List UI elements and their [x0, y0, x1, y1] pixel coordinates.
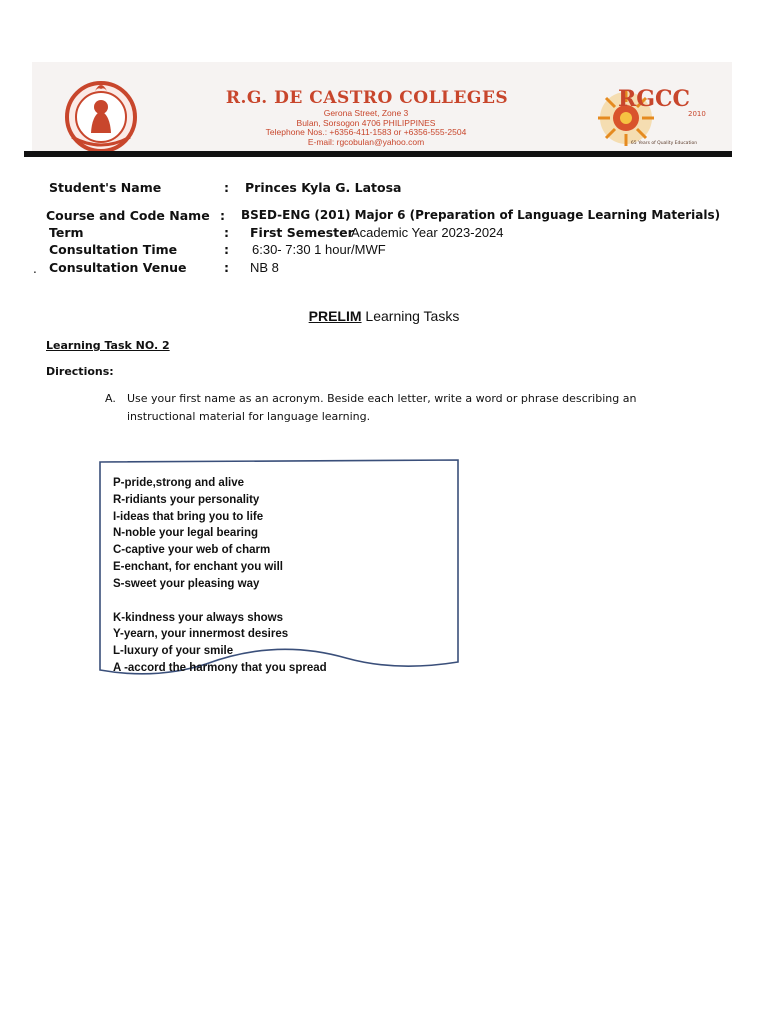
email-address: E-mail: rgcobulan@yahoo.com: [307, 136, 425, 147]
rgcc-anniversary-logo: [592, 80, 710, 148]
heading-bold: PRELIM: [308, 308, 362, 324]
separator: :: [224, 225, 229, 240]
address-line-2: Bulan, Sorsogon 4706 PHILIPPINES: [296, 117, 436, 128]
acrostic-line: Y-yearn, your innermost desires: [113, 628, 289, 641]
course-row: [0, 208, 768, 224]
consultation-venue-label: Consultation Venue: [49, 260, 187, 275]
direction-text: Use your first name as an acronym. Beside each letter, write a word or phrase describing an instructional material for language learning.: [127, 392, 637, 423]
consultation-time-label: Consultation Time: [49, 242, 178, 257]
term-label: Term: [49, 225, 84, 240]
acrostic-line: N-noble your legal bearing: [113, 527, 259, 540]
course-label: Course and Code Name: [46, 208, 210, 223]
college-name: R.G. DE CASTRO COLLEGES: [225, 88, 509, 108]
student-name-row: [0, 180, 768, 196]
student-name-value: Princes Kyla G. Latosa: [245, 180, 402, 195]
term-row: [0, 225, 768, 241]
learning-task-label: Learning Task NO. 2: [46, 339, 170, 352]
consultation-venue-value: NB 8: [250, 260, 279, 275]
telephone-numbers: Telephone Nos.: +6356-411-1583 or +6356-555-2504: [265, 127, 467, 137]
separator: :: [224, 242, 229, 257]
acrostic-line: P-pride,strong and alive: [113, 477, 244, 489]
acrostic-line: A -accord the harmony that you spread: [113, 661, 327, 674]
address-line-1: Gerona Street, Zone 3: [323, 108, 409, 118]
stanza-gap: [113, 593, 327, 610]
directions-label: Directions:: [46, 365, 114, 378]
acrostic-line: R-ridiants your personality: [113, 493, 260, 506]
letterhead-divider: [24, 151, 732, 157]
separator: :: [220, 208, 225, 223]
acrostic-line: I-ideas that bring you to life: [113, 510, 264, 523]
college-contact-info: [210, 109, 522, 147]
term-academic-year: Academic Year 2023-2024: [351, 225, 504, 240]
right-logo-text: RGCC: [617, 86, 691, 112]
acrostic-line: L-luxury of your smile: [113, 645, 234, 658]
stray-mark: .: [33, 262, 37, 276]
term-semester: First Semester: [250, 225, 354, 240]
consultation-time-row: [0, 242, 768, 258]
college-seal-logo: [62, 77, 140, 155]
heading-rest: Learning Tasks: [361, 308, 460, 324]
page-heading: [0, 308, 768, 324]
right-logo-tagline: 65 Years of Quality Education: [630, 141, 698, 146]
acrostic-line: K-kindness your always shows: [113, 611, 284, 624]
consultation-time-value: 6:30- 7:30 1 hour/MWF: [252, 242, 386, 257]
right-logo-year: 2010: [688, 110, 706, 118]
separator: :: [224, 180, 229, 195]
course-value: BSED-ENG (201) Major 6 (Preparation of Language Learning Materials): [241, 208, 721, 222]
separator: :: [224, 260, 229, 275]
direction-marker: A.: [105, 392, 116, 405]
acrostic-poem: [113, 475, 327, 677]
acrostic-line: C-captive your web of charm: [113, 544, 271, 557]
acrostic-line: S-sweet your pleasing way: [113, 577, 260, 590]
acrostic-line: E-enchant, for enchant you will: [113, 560, 283, 573]
student-name-label: Student's Name: [49, 180, 162, 195]
consultation-venue-row: [0, 260, 768, 276]
